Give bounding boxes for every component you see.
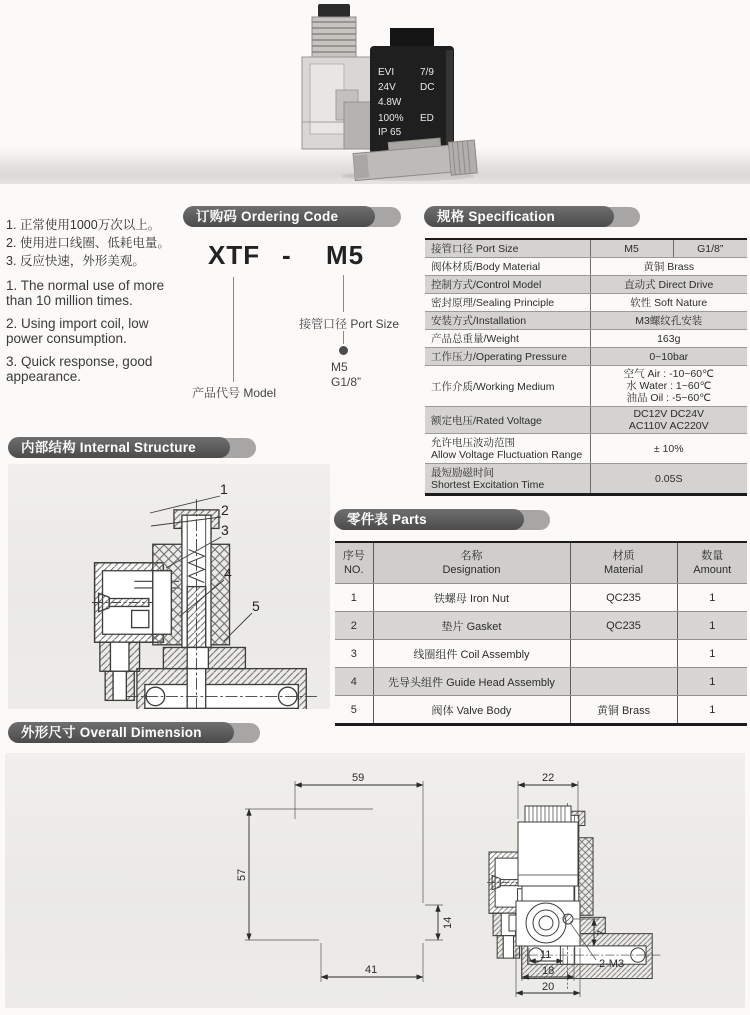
parts-header-row bbox=[335, 542, 747, 584]
section-banner-ordering bbox=[183, 206, 375, 227]
part-name: 先导头组件 Guide Head Assembly bbox=[373, 668, 570, 696]
callout-2: 2 bbox=[221, 502, 229, 518]
spec-row bbox=[425, 434, 747, 464]
feature-en: 1. The normal use of more than 10 million times. bbox=[6, 278, 165, 308]
dim-18: 18 bbox=[542, 965, 555, 977]
part-amount: 1 bbox=[677, 612, 747, 640]
internal-structure-panel bbox=[8, 464, 330, 709]
dim-57: 57 bbox=[236, 868, 248, 881]
header-cn: 序号 bbox=[342, 550, 365, 562]
spec-value: 163g bbox=[590, 330, 747, 348]
spec-row bbox=[425, 464, 747, 495]
spec-label: 接管口径 Port Size bbox=[425, 239, 590, 258]
part-no: 1 bbox=[335, 584, 373, 612]
part-amount: 1 bbox=[677, 640, 747, 668]
section-title: 外形尺寸 Overall Dimension bbox=[8, 722, 234, 743]
dim-14: 14 bbox=[442, 916, 454, 929]
parts-row bbox=[335, 612, 747, 640]
spec-value: M3螺纹孔安装 bbox=[590, 312, 747, 330]
product-photo bbox=[278, 2, 482, 182]
spec-label-line: 允许电压波动范围 bbox=[431, 436, 515, 449]
spec-label-line: Shortest Excitation Time bbox=[431, 478, 545, 491]
spec-value: ± 10% bbox=[590, 434, 747, 464]
dim-22: 22 bbox=[542, 772, 555, 784]
part-no: 4 bbox=[335, 668, 373, 696]
spec-value: M5 bbox=[590, 239, 673, 258]
internal-structure-diagram bbox=[8, 464, 330, 709]
dimension-drawings bbox=[5, 753, 745, 1008]
parts-row bbox=[335, 668, 747, 696]
coil-text: 100% bbox=[378, 113, 404, 124]
dim-20: 20 bbox=[542, 981, 555, 993]
parts-header-amount bbox=[677, 542, 747, 584]
feature-cn: 1. 正常使用1000万次以上。 bbox=[6, 218, 161, 232]
dim-7: 7 bbox=[596, 929, 608, 936]
part-name: 垫片 Gasket bbox=[373, 612, 570, 640]
din-connector bbox=[302, 4, 372, 149]
spec-label: 安装方式/Installation bbox=[425, 312, 590, 330]
parts-header-name bbox=[373, 542, 570, 584]
coil-text: EVI bbox=[378, 67, 395, 78]
part-material bbox=[570, 640, 677, 668]
spec-label-line: 最短励磁时间 bbox=[431, 466, 494, 479]
feature-en: 2. Using import coil, low power consumption. bbox=[6, 316, 149, 346]
part-amount: 1 bbox=[677, 668, 747, 696]
coil-text: 4.8W bbox=[378, 97, 402, 108]
section-title: 订购码 Ordering Code bbox=[183, 206, 375, 227]
section-title: 内部结构 Internal Structure bbox=[8, 437, 230, 458]
spec-row bbox=[425, 330, 747, 348]
dimension-drawing-side bbox=[236, 772, 660, 989]
spec-row bbox=[425, 348, 747, 366]
spec-label: 控制方式/Control Model bbox=[425, 276, 590, 294]
ordering-leader-line bbox=[343, 331, 344, 344]
coil-text: 7/9 bbox=[420, 67, 434, 78]
overall-dimension-panel bbox=[5, 753, 745, 1008]
extension-lines bbox=[245, 781, 443, 982]
header-en: NO. bbox=[343, 564, 364, 576]
ordering-leader-line bbox=[343, 275, 344, 312]
spec-label: 额定电压/Rated Voltage bbox=[425, 407, 590, 434]
feature-cn: 3. 反应快速，外形美观。 bbox=[6, 254, 145, 268]
part-name: 线圈组件 Coil Assembly bbox=[373, 640, 570, 668]
coil-text: IP 65 bbox=[378, 127, 402, 138]
feature-en: 3. Quick response, good appearance. bbox=[6, 354, 153, 384]
part-name: 阀体 Valve Body bbox=[373, 696, 570, 725]
spec-row bbox=[425, 239, 747, 258]
ordering-bullet bbox=[339, 346, 348, 355]
spec-label: 阀体材质/Body Material bbox=[425, 258, 590, 276]
section-banner-parts bbox=[334, 509, 524, 530]
spec-row bbox=[425, 366, 747, 407]
spec-value bbox=[590, 407, 747, 434]
dim-41: 41 bbox=[365, 964, 378, 976]
section-banner-spec bbox=[424, 206, 614, 227]
spec-row bbox=[425, 407, 747, 434]
part-no: 2 bbox=[335, 612, 373, 640]
part-material bbox=[570, 668, 677, 696]
header-cn: 数量 bbox=[701, 550, 724, 562]
part-no: 5 bbox=[335, 696, 373, 725]
thread-label: 2-M3 bbox=[599, 958, 625, 970]
parts-header-no bbox=[335, 542, 373, 584]
section-title: 零件表 Parts bbox=[334, 509, 524, 530]
spec-value-line: 水 Water : 1~60℃ bbox=[626, 380, 712, 392]
port-option: G1/8” bbox=[331, 375, 362, 389]
parts-row bbox=[335, 584, 747, 612]
parts-table bbox=[335, 541, 747, 726]
part-amount: 1 bbox=[677, 584, 747, 612]
section-banner-overall bbox=[8, 722, 234, 743]
port-option: M5 bbox=[331, 360, 348, 374]
ordering-size: M5 bbox=[326, 240, 365, 270]
parts-row bbox=[335, 696, 747, 725]
part-material: 黄铜 Brass bbox=[570, 696, 677, 725]
spec-label: 工作压力/Operating Pressure bbox=[425, 348, 590, 366]
spec-label: 密封原理/Sealing Principle bbox=[425, 294, 590, 312]
spec-label: 工作介质/Working Medium bbox=[425, 366, 590, 407]
part-name: 铁螺母 Iron Nut bbox=[373, 584, 570, 612]
part-no: 3 bbox=[335, 640, 373, 668]
spec-value bbox=[590, 366, 747, 407]
section-title: 规格 Specification bbox=[424, 206, 614, 227]
spec-label bbox=[425, 434, 590, 464]
port-size-label: 接管口径 Port Size bbox=[299, 317, 400, 331]
part-material: QC235 bbox=[570, 584, 677, 612]
spec-value: G1/8” bbox=[673, 239, 747, 258]
feature-cn: 2. 使用进口线圈、低耗电量。 bbox=[6, 236, 170, 250]
header-en: Material bbox=[603, 564, 644, 576]
spec-label bbox=[425, 464, 590, 495]
spec-row bbox=[425, 258, 747, 276]
spec-value: 软性 Soft Nature bbox=[590, 294, 747, 312]
part-amount: 1 bbox=[677, 696, 747, 725]
spec-row bbox=[425, 294, 747, 312]
ordering-leader-line bbox=[233, 277, 234, 382]
header-en: Designation bbox=[442, 564, 501, 576]
callout-4: 4 bbox=[224, 565, 232, 581]
spec-value: 直动式 Direct Drive bbox=[590, 276, 747, 294]
ordering-model: XTF bbox=[208, 240, 261, 270]
callout-5: 5 bbox=[252, 598, 260, 614]
ordering-dash: - bbox=[282, 240, 292, 270]
parts-header-material bbox=[570, 542, 677, 584]
header-cn: 材质 bbox=[612, 550, 635, 562]
spec-label-line: Allow Voltage Fluctuation Range bbox=[431, 448, 583, 461]
specification-table bbox=[425, 238, 747, 496]
callout-1: 1 bbox=[220, 481, 228, 497]
spec-row bbox=[425, 276, 747, 294]
header-cn: 名称 bbox=[460, 550, 483, 562]
dimension-lines bbox=[249, 785, 438, 977]
spec-value-line: 油品 Oil : -5~60℃ bbox=[626, 392, 711, 404]
coil-text: ED bbox=[420, 113, 434, 124]
header-en: Amount bbox=[693, 564, 732, 576]
spec-value: 0~10bar bbox=[590, 348, 747, 366]
coil-text: DC bbox=[420, 82, 435, 93]
spec-value-line: 空气 Air : -10~60℃ bbox=[623, 368, 714, 380]
feature-list bbox=[6, 216, 188, 384]
spec-value: 黄铜 Brass bbox=[590, 258, 747, 276]
section-banner-internal bbox=[8, 437, 230, 458]
dim-59: 59 bbox=[352, 772, 365, 784]
spec-value-line: AC110V AC220V bbox=[628, 420, 709, 432]
callout-3: 3 bbox=[221, 522, 229, 538]
coil-text: 24V bbox=[378, 82, 396, 93]
part-material: QC235 bbox=[570, 612, 677, 640]
model-label: 产品代号 Model bbox=[192, 386, 277, 400]
spec-value-line: DC12V DC24V bbox=[633, 408, 705, 420]
spec-label: 产品总重量/Weight bbox=[425, 330, 590, 348]
dim-11: 11 bbox=[540, 949, 552, 961]
parts-row bbox=[335, 640, 747, 668]
spec-value: 0.05S bbox=[590, 464, 747, 495]
spec-row bbox=[425, 312, 747, 330]
